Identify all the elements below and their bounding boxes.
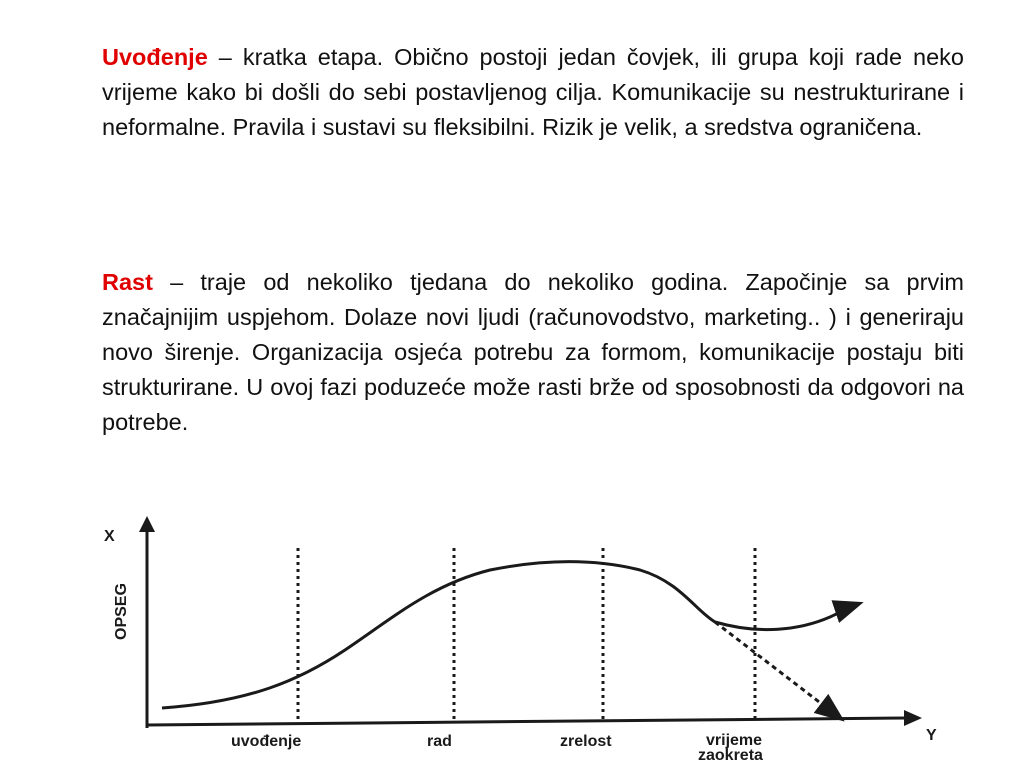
stage-label-work: rad <box>427 733 452 750</box>
lifecycle-curve <box>162 562 715 708</box>
x-axis-letter: Y <box>926 727 937 744</box>
y-axis-letter: X <box>104 528 115 545</box>
y-axis-label: OPSEG <box>113 583 130 640</box>
stage-label-turnaround-line2: zaokreta <box>698 747 763 764</box>
y-axis-arrow <box>139 516 155 532</box>
stage-label-turnaround-line1: vrijeme <box>706 732 763 749</box>
term-growth: Rast <box>102 269 153 295</box>
x-axis-arrow <box>904 710 922 726</box>
decline-line <box>715 622 840 718</box>
paragraph-introduction-text: – kratka etapa. Obično postoji jedan čovjek, ili grupa koji rade neko vrijeme kako bi došli do sebi postavljenog cilja. Komunikacije su nestrukturirane i neformalne. Pravila i sustavi su fleksibilni. Rizik je velik, a sredstva ograničena. <box>102 44 964 140</box>
x-axis <box>147 718 908 725</box>
paragraph-growth-text: – traje od nekoliko tjedana do nekoliko godina. Započinje sa prvim značajnijim uspjehom. Dolaze novi ljudi (računovodstvo, marketing.. ) i generiraju novo širenje. Organizacija osjeća potrebu za formom, komunikacije postaju biti strukturirane. U ovoj fazi poduzeće može rasti brže od sposobnosti da odgovori na potrebe. <box>102 269 964 435</box>
stage-label-maturity: zrelost <box>560 733 612 750</box>
renewal-curve <box>715 604 858 630</box>
term-introduction: Uvođenje <box>102 44 208 70</box>
stage-label-introduction: uvođenje <box>231 733 302 750</box>
